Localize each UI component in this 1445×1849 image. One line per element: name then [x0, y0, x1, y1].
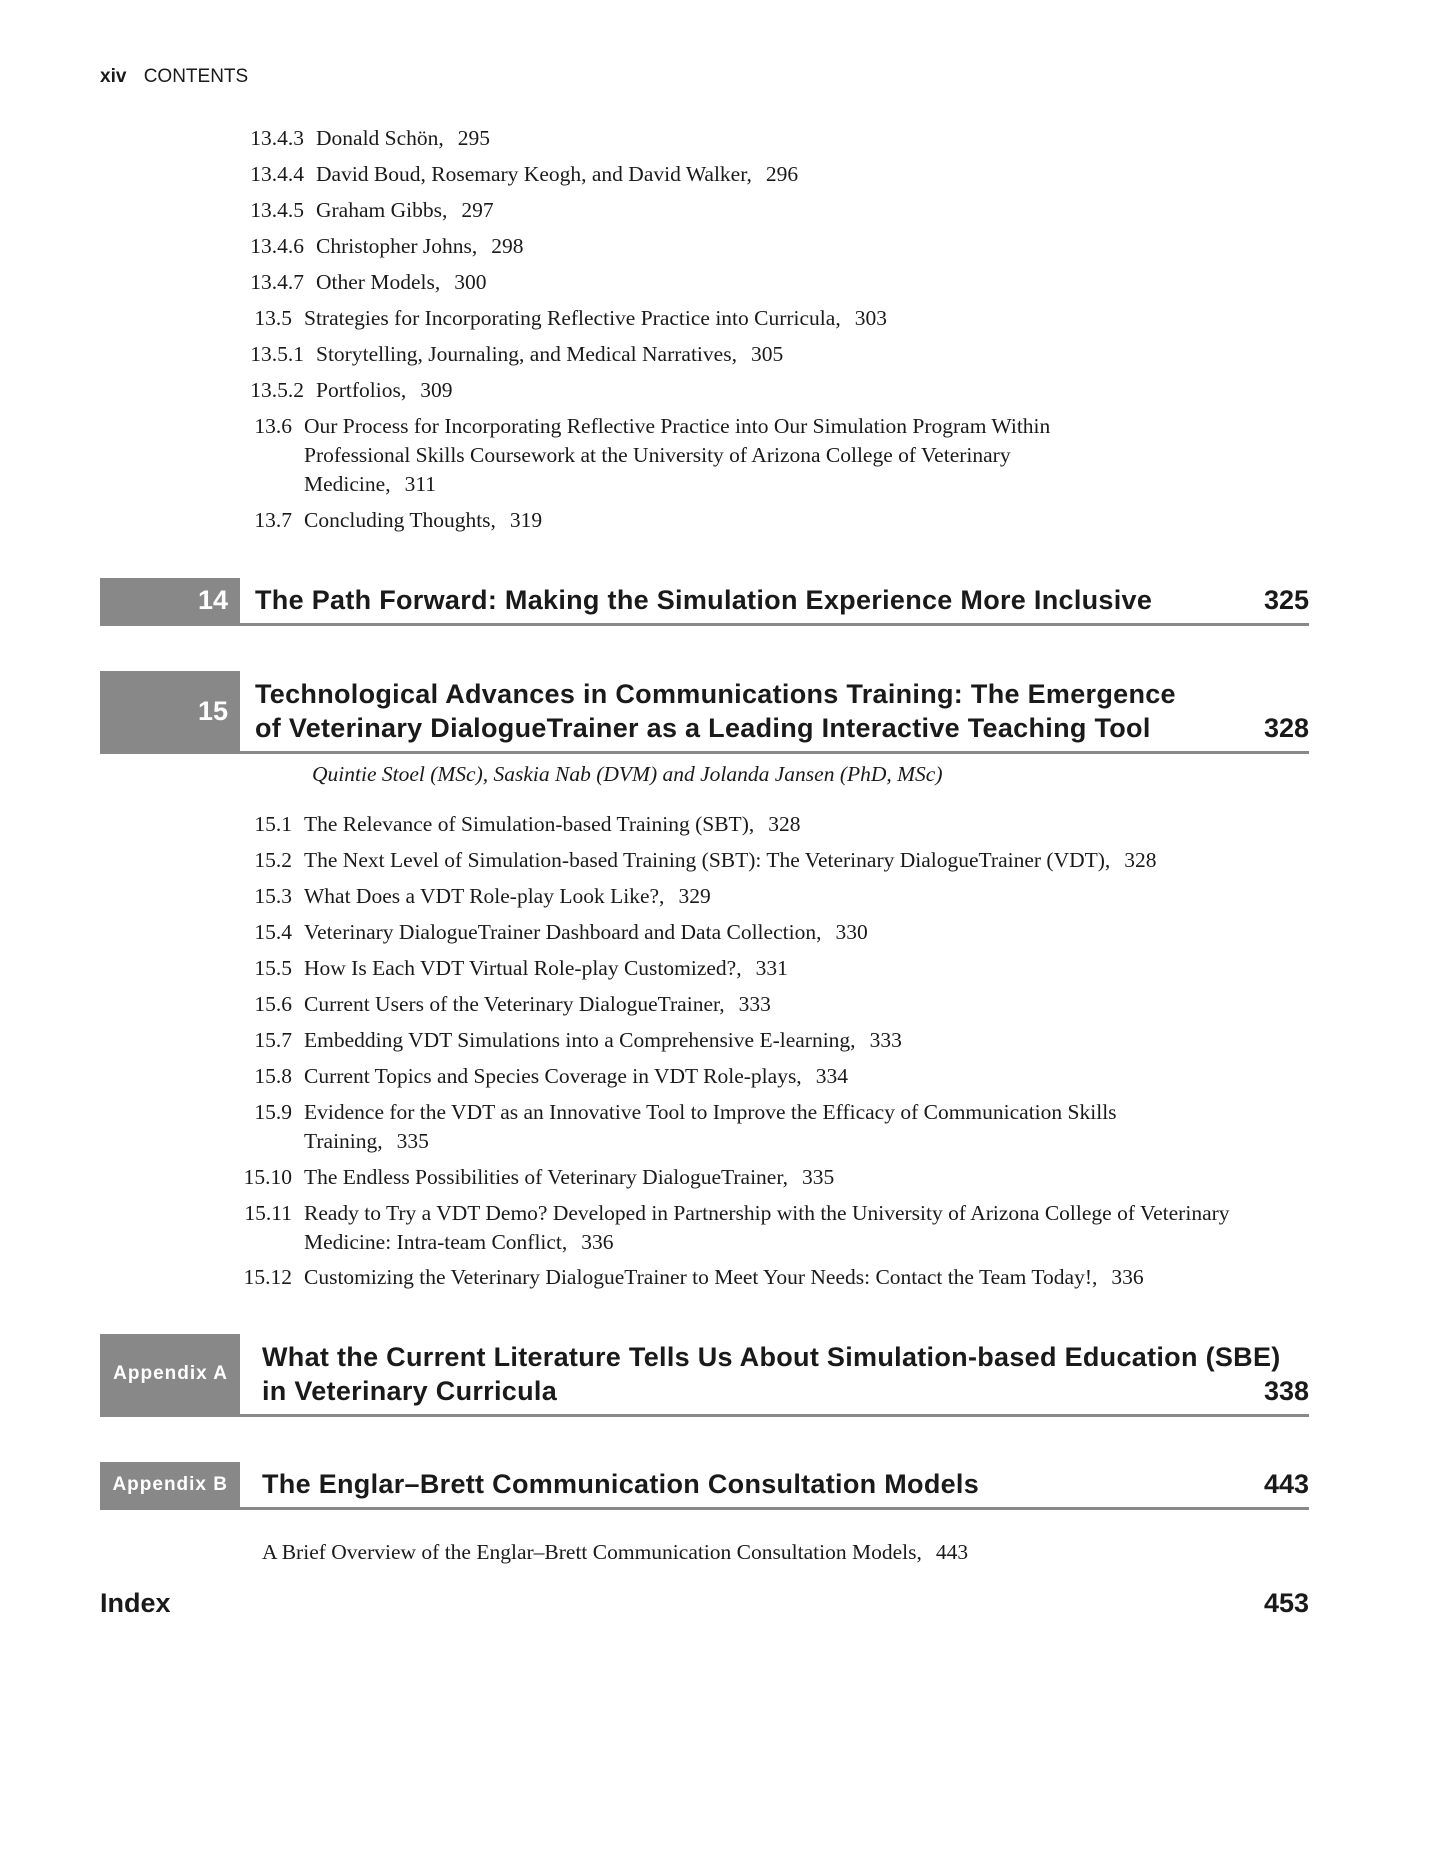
entry-page: 295	[457, 126, 491, 150]
entry-title: The Next Level of Simulation-based Training (SBT): The Veterinary DialogueTrainer (VDT),	[304, 848, 1111, 872]
toc-entry[interactable]	[212, 918, 868, 947]
index-label: Index	[100, 1588, 171, 1618]
entry-page: 305	[750, 342, 784, 366]
entry-page: 296	[765, 162, 799, 186]
entry-number: 15.12	[243, 1265, 292, 1289]
entry-number: 15.3	[254, 884, 292, 908]
toc-entry[interactable]	[212, 954, 788, 983]
entry-number: 15.7	[254, 1028, 292, 1052]
index-heading[interactable]	[100, 1588, 1309, 1619]
entry-number: 15.1	[254, 812, 292, 836]
entry-page: 298	[491, 234, 524, 258]
toc-entry[interactable]	[212, 304, 887, 333]
entry-title: Graham Gibbs,	[316, 198, 448, 222]
entry-number: 15.11	[244, 1201, 292, 1225]
entry-title: Current Topics and Species Coverage in VDT Role-plays,	[304, 1064, 802, 1088]
appendix-label-box: Appendix B	[100, 1462, 240, 1507]
appendix-a-heading[interactable]	[100, 1334, 1309, 1417]
chapter-title-line: Technological Advances in Communications Training: The Emergence	[255, 679, 1176, 709]
toc-entry[interactable]	[212, 1263, 1144, 1292]
entry-title: A Brief Overview of the Englar–Brett Communication Consultation Models,	[262, 1540, 922, 1564]
entry-number: 13.6	[254, 414, 292, 438]
chapter-number-box: 15	[100, 671, 240, 751]
entry-number: 13.4.6	[250, 234, 304, 258]
entry-number: 13.5	[254, 306, 292, 330]
entry-title: Ready to Try a VDT Demo? Developed in Partnership with the University of Arizona College of Veterinary Medicine: Intra-team Conflict,	[304, 1201, 1230, 1254]
appendix-title	[262, 1340, 1281, 1408]
index-page: 453	[1263, 1588, 1309, 1618]
entry-number: 13.4.3	[250, 126, 304, 150]
toc-entry[interactable]	[262, 1540, 968, 1565]
entry-title: Strategies for Incorporating Reflective Practice into Curricula,	[304, 306, 841, 330]
entry-number: 15.2	[254, 848, 292, 872]
entry-title: Customizing the Veterinary DialogueTrainer to Meet Your Needs: Contact the Team Today!,	[304, 1265, 1098, 1289]
toc-entry[interactable]	[200, 124, 490, 153]
toc-entry[interactable]	[212, 412, 1074, 499]
toc-entry[interactable]	[212, 990, 771, 1019]
toc-entry[interactable]	[200, 160, 798, 189]
toc-entry[interactable]	[212, 846, 1157, 875]
entry-number: 13.4.7	[250, 270, 304, 294]
entry-page: 328	[1124, 848, 1157, 872]
appendix-title-line: What the Current Literature Tells Us About Simulation-based Education (SBE)	[262, 1342, 1281, 1372]
entry-title: Christopher Johns,	[316, 234, 478, 258]
toc-entry[interactable]	[212, 810, 800, 839]
entry-number: 15.6	[254, 992, 292, 1016]
chapter-number-box: 14	[100, 578, 240, 623]
entry-title: Evidence for the VDT as an Innovative Tool to Improve the Efficacy of Communication Skills Training,	[304, 1100, 1117, 1153]
toc-entry[interactable]	[212, 1026, 902, 1055]
chapter-authors: Quintie Stoel (MSc), Saskia Nab (DVM) and Jolanda Jansen (PhD, MSc)	[312, 762, 943, 786]
toc-entry[interactable]	[212, 506, 542, 535]
entry-page: 329	[678, 884, 711, 908]
entry-number: 13.4.4	[250, 162, 304, 186]
entry-number: 15.5	[254, 956, 292, 980]
entry-page: 330	[835, 920, 868, 944]
entry-page: 334	[815, 1064, 848, 1088]
entry-page: 335	[396, 1129, 429, 1153]
entry-page: 303	[854, 306, 887, 330]
entry-number: 13.4.5	[250, 198, 304, 222]
entry-number: 13.7	[254, 508, 292, 532]
toc-entry[interactable]	[200, 340, 783, 369]
chapter-title-line: of Veterinary DialogueTrainer as a Leading Interactive Teaching Tool	[255, 713, 1151, 743]
entry-title: Current Users of the Veterinary DialogueTrainer,	[304, 992, 725, 1016]
toc-entry[interactable]	[200, 232, 524, 261]
entry-page: 297	[461, 198, 494, 222]
entry-page: 319	[509, 508, 543, 532]
entry-title: The Endless Possibilities of Veterinary DialogueTrainer,	[304, 1165, 789, 1189]
entry-page: 335	[802, 1165, 835, 1189]
chapter-title	[255, 677, 1176, 745]
toc-entry[interactable]	[200, 268, 486, 297]
entry-title: David Boud, Rosemary Keogh, and David Walker,	[316, 162, 752, 186]
entry-title: Other Models,	[316, 270, 441, 294]
toc-entry[interactable]	[212, 1062, 848, 1091]
toc-entry[interactable]	[200, 376, 452, 405]
toc-entry[interactable]	[212, 1098, 1234, 1156]
toc-entry[interactable]	[212, 1199, 1234, 1257]
appendix-page: 443	[1263, 1469, 1309, 1499]
chapter-heading-14[interactable]	[100, 578, 1309, 626]
entry-title: How Is Each VDT Virtual Role-play Customized?,	[304, 956, 742, 980]
chapter-title: The Path Forward: Making the Simulation Experience More Inclusive	[255, 585, 1153, 615]
chapter-heading-15[interactable]	[100, 671, 1309, 754]
entry-page: 336	[1111, 1265, 1144, 1289]
entry-page: 336	[581, 1230, 614, 1254]
entry-page: 443	[935, 1540, 969, 1564]
toc-entry[interactable]	[200, 196, 494, 225]
entry-number: 15.10	[243, 1165, 292, 1189]
appendix-title-line: in Veterinary Curricula	[262, 1376, 558, 1406]
entry-title: Storytelling, Journaling, and Medical Narratives,	[316, 342, 737, 366]
entry-title: The Relevance of Simulation-based Training (SBT),	[304, 812, 755, 836]
entry-page: 300	[454, 270, 487, 294]
toc-entry[interactable]	[212, 1163, 834, 1192]
entry-title: Concluding Thoughts,	[304, 508, 496, 532]
entry-page: 333	[869, 1028, 902, 1052]
entry-number: 13.5.2	[250, 378, 304, 402]
entry-page: 331	[755, 956, 788, 980]
entry-number: 15.8	[254, 1064, 292, 1088]
chapter-page: 325	[1263, 585, 1309, 615]
entry-page: 328	[768, 812, 801, 836]
entry-number: 13.5.1	[250, 342, 304, 366]
toc-entry[interactable]	[212, 882, 711, 911]
entry-title: What Does a VDT Role-play Look Like?,	[304, 884, 665, 908]
page-number: xiv	[100, 66, 127, 87]
entry-number: 15.9	[254, 1100, 292, 1124]
entry-page: 309	[420, 378, 453, 402]
entry-page: 311	[404, 472, 437, 496]
appendix-page: 338	[1263, 1376, 1309, 1406]
running-title: CONTENTS	[143, 66, 249, 87]
entry-page: 333	[738, 992, 771, 1016]
entry-title: Veterinary DialogueTrainer Dashboard and Data Collection,	[304, 920, 822, 944]
entry-title: Our Process for Incorporating Reflective Practice into Our Simulation Program Within Professional Skills Coursework at the University of Arizona College of Veterinary Medicine,	[304, 414, 1051, 496]
entry-title: Donald Schön,	[316, 126, 444, 150]
running-header	[100, 66, 248, 88]
appendix-label-box: Appendix A	[100, 1334, 240, 1414]
entry-number: 15.4	[254, 920, 292, 944]
chapter-page: 328	[1263, 713, 1309, 743]
entry-title: Embedding VDT Simulations into a Comprehensive E-learning,	[304, 1028, 856, 1052]
appendix-title: The Englar–Brett Communication Consultation Models	[262, 1469, 980, 1499]
appendix-b-heading[interactable]	[100, 1462, 1309, 1510]
entry-title: Portfolios,	[316, 378, 407, 402]
